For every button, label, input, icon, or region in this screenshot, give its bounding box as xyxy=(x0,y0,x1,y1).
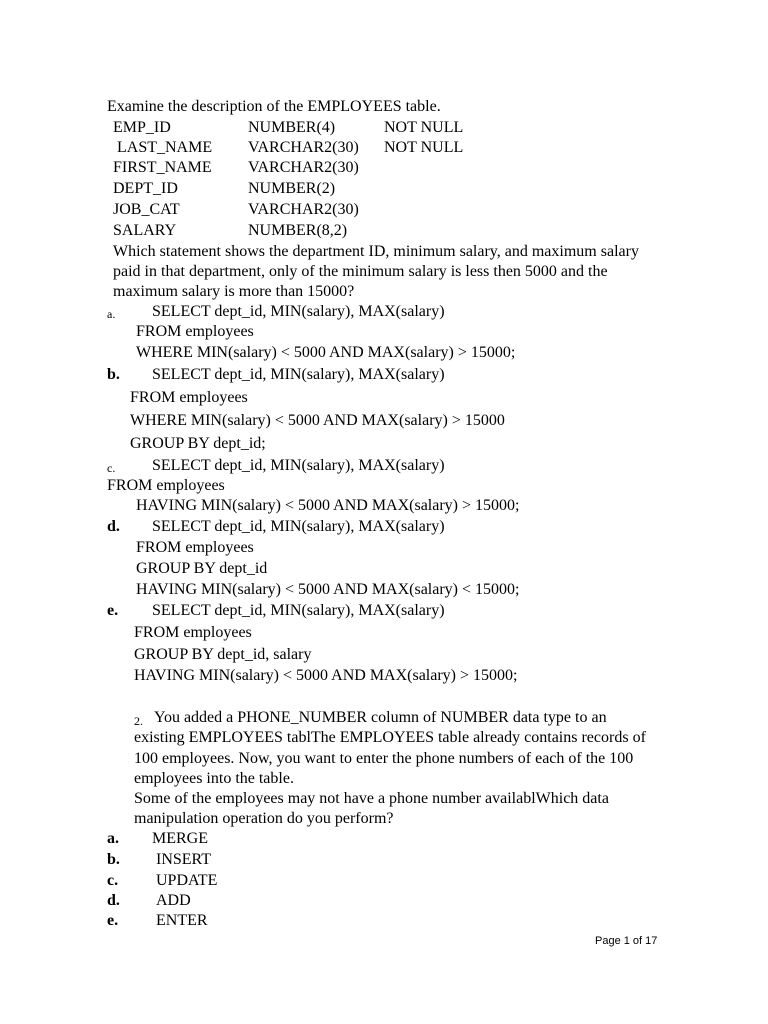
column-name: SALARY xyxy=(113,222,177,239)
q1-question-line: maximum salary is more than 15000? xyxy=(113,283,355,300)
option-text: ENTER xyxy=(156,912,208,929)
option-marker: b. xyxy=(107,851,120,868)
column-type: VARCHAR2(30) xyxy=(248,139,359,156)
option-line: FROM employees xyxy=(136,539,254,556)
option-line: FROM employees xyxy=(107,477,225,494)
column-name: JOB_CAT xyxy=(113,201,180,218)
q1-question-line: paid in that department, only of the minimum salary is less then 5000 and the xyxy=(113,263,608,280)
option-line: HAVING MIN(salary) < 5000 AND MAX(salary) > 15000; xyxy=(136,497,520,514)
option-line: FROM employees xyxy=(136,323,254,340)
option-line: GROUP BY dept_id xyxy=(136,560,268,577)
option-line: SELECT dept_id, MIN(salary), MAX(salary) xyxy=(152,303,445,320)
q2-line: 100 employees. Now, you want to enter the phone numbers of each of the 100 xyxy=(134,750,634,767)
option-line: SELECT dept_id, MIN(salary), MAX(salary) xyxy=(152,602,445,619)
option-line: SELECT dept_id, MIN(salary), MAX(salary) xyxy=(152,518,445,535)
column-type: VARCHAR2(30) xyxy=(248,159,359,176)
q2-line: existing EMPLOYEES tablThe EMPLOYEES table already contains records of xyxy=(134,729,646,746)
column-name: DEPT_ID xyxy=(113,180,178,197)
option-text: UPDATE xyxy=(156,872,218,889)
q1-question-line: Which statement shows the department ID, minimum salary, and maximum salary xyxy=(113,243,639,260)
q2-number: 2. xyxy=(134,714,143,728)
option-line: HAVING MIN(salary) < 5000 AND MAX(salary) < 15000; xyxy=(136,581,520,598)
option-line: HAVING MIN(salary) < 5000 AND MAX(salary) > 15000; xyxy=(134,667,518,684)
option-marker: d. xyxy=(107,518,120,535)
option-line: SELECT dept_id, MIN(salary), MAX(salary) xyxy=(152,366,445,383)
option-line: SELECT dept_id, MIN(salary), MAX(salary) xyxy=(152,457,445,474)
option-line: GROUP BY dept_id; xyxy=(130,435,266,452)
option-line: FROM employees xyxy=(134,624,252,641)
column-constraint: NOT NULL xyxy=(384,139,464,156)
option-marker: d. xyxy=(107,892,120,909)
option-text: MERGE xyxy=(152,830,208,847)
column-type: VARCHAR2(30) xyxy=(248,201,359,218)
option-marker: c. xyxy=(107,461,116,475)
option-marker: a. xyxy=(107,307,116,321)
page-number: Page 1 of 17 xyxy=(595,935,658,947)
q2-line: manipulation operation do you perform? xyxy=(134,810,394,827)
column-type: NUMBER(8,2) xyxy=(248,222,348,239)
option-text: ADD xyxy=(156,892,191,909)
option-line: GROUP BY dept_id, salary xyxy=(134,646,312,663)
column-constraint: NOT NULL xyxy=(384,119,464,136)
q1-intro: Examine the description of the EMPLOYEES table. xyxy=(107,98,441,115)
column-type: NUMBER(2) xyxy=(248,180,336,197)
column-type: NUMBER(4) xyxy=(248,119,336,136)
option-line: FROM employees xyxy=(130,389,248,406)
column-name: LAST_NAME xyxy=(117,139,213,156)
option-marker: e. xyxy=(107,602,119,619)
option-marker: a. xyxy=(107,830,119,847)
column-name: EMP_ID xyxy=(113,119,171,136)
option-text: INSERT xyxy=(156,851,212,868)
option-marker: c. xyxy=(107,872,119,889)
column-name: FIRST_NAME xyxy=(113,159,212,176)
q2-line: You added a PHONE_NUMBER column of NUMBER data type to an xyxy=(154,709,607,726)
option-marker: b. xyxy=(107,366,120,383)
option-line: WHERE MIN(salary) < 5000 AND MAX(salary) > 15000 xyxy=(130,412,505,429)
q2-line: Some of the employees may not have a phone number availablWhich data xyxy=(134,790,609,807)
q2-line: employees into the table. xyxy=(134,770,294,787)
option-marker: e. xyxy=(107,912,119,929)
option-line: WHERE MIN(salary) < 5000 AND MAX(salary) > 15000; xyxy=(136,344,516,361)
